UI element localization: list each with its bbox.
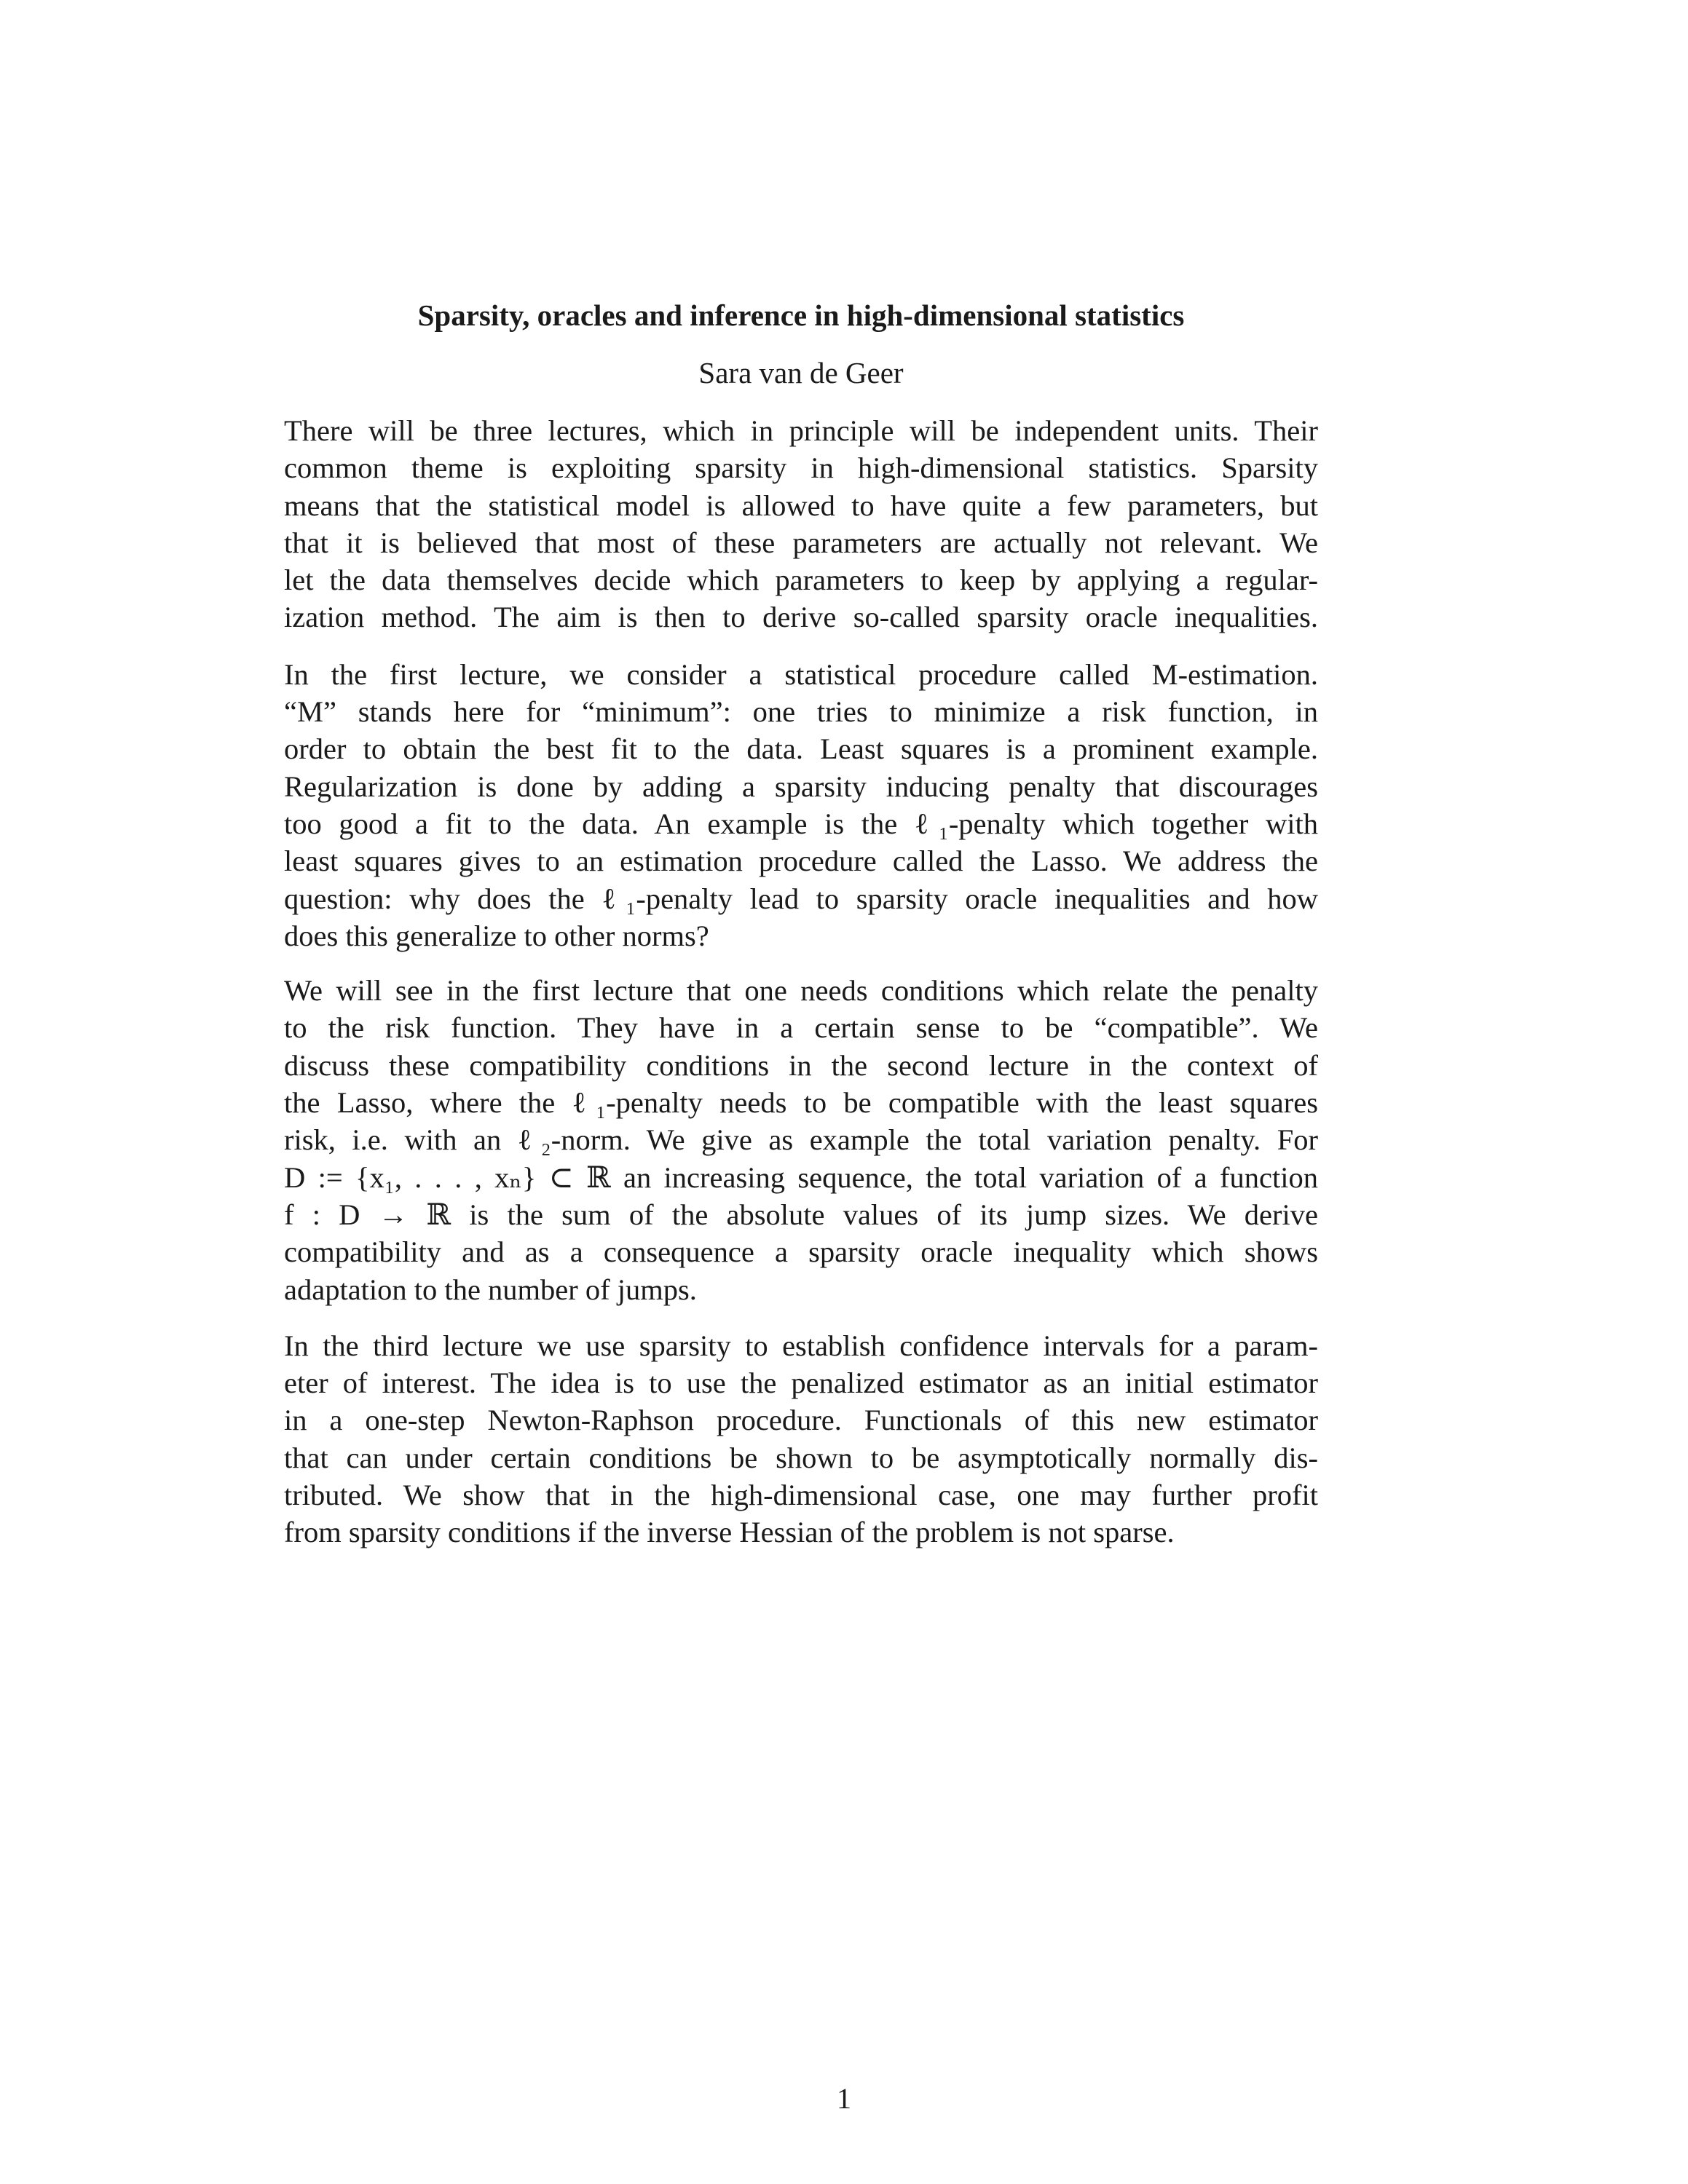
page-number: 1	[837, 2082, 851, 2115]
text-line: common theme is exploiting sparsity in high-dimensional statistics. Sparsity	[284, 451, 1318, 485]
abstract-body	[284, 412, 1318, 1551]
text-line: to the risk function. They have in a certain sense to be “compatible”. We	[284, 1011, 1318, 1045]
text-line: eter of interest. The idea is to use the penalized estimator as an initial estimator	[284, 1366, 1318, 1400]
paragraph-1	[284, 412, 1318, 636]
text-line: too good a fit to the data. An example is the ℓ₁-penalty which together with	[284, 807, 1318, 840]
text-line: question: why does the ℓ₁-penalty lead to sparsity oracle inequalities and how	[284, 882, 1318, 915]
text-line: In the third lecture we use sparsity to establish confidence intervals for a param-	[284, 1329, 1318, 1362]
text-line: f : D → ℝ is the sum of the absolute values of its jump sizes. We derive	[284, 1198, 1318, 1231]
text-line: D := {x₁, . . . , xₙ} ⊂ ℝ an increasing sequence, the total variation of a function	[284, 1160, 1318, 1194]
paragraph-2	[284, 656, 1318, 954]
text-line: adaptation to the number of jumps.	[284, 1273, 697, 1306]
text-line: order to obtain the best fit to the data. Least squares is a prominent example.	[284, 732, 1318, 766]
text-line: “M” stands here for “minimum”: one tries to minimize a risk function, in	[284, 695, 1318, 729]
text-line: tributed. We show that in the high-dimensional case, one may further profit	[284, 1479, 1318, 1512]
paper-title: Sparsity, oracles and inference in high-dimensional statistics	[417, 298, 1185, 332]
text-line: that it is believed that most of these parameters are actually not relevant. We	[284, 526, 1318, 559]
text-line: let the data themselves decide which parameters to keep by applying a regular-	[284, 563, 1318, 597]
text-line: least squares gives to an estimation procedure called the Lasso. We address the	[284, 844, 1318, 878]
text-line: risk, i.e. with an ℓ₂-norm. We give as example the total variation penalty. For	[284, 1123, 1318, 1157]
text-line: In the first lecture, we consider a statistical procedure called M-estimation.	[284, 657, 1318, 691]
text-line: that can under certain conditions be shown to be asymptotically normally dis-	[284, 1441, 1318, 1474]
text-line: compatibility and as a consequence a sparsity oracle inequality which shows	[284, 1235, 1318, 1269]
text-line: in a one-step Newton-Raphson procedure. Functionals of this new estimator	[284, 1404, 1318, 1437]
text-line: does this generalize to other norms?	[284, 919, 709, 952]
text-line: discuss these compatibility conditions in the second lecture in the context of	[284, 1048, 1318, 1082]
author-name: Sara van de Geer	[698, 356, 904, 389]
text-line: We will see in the first lecture that one needs conditions which relate the penalty	[284, 974, 1318, 1008]
paragraph-4	[284, 1327, 1318, 1551]
text-line: Regularization is done by adding a sparsity inducing penalty that discourages	[284, 769, 1318, 803]
paragraph-3	[284, 972, 1318, 1308]
text-line: from sparsity conditions if the inverse Hessian of the problem is not sparse.	[284, 1516, 1175, 1549]
text-line: ization method. The aim is then to derive so-called sparsity oracle inequalities.	[284, 601, 1318, 634]
text-line: means that the statistical model is allowed to have quite a few parameters, but	[284, 488, 1318, 522]
text-line: the Lasso, where the ℓ₁-penalty needs to be compatible with the least squares	[284, 1086, 1318, 1120]
text-line: There will be three lectures, which in principle will be independent units. Their	[284, 414, 1318, 447]
